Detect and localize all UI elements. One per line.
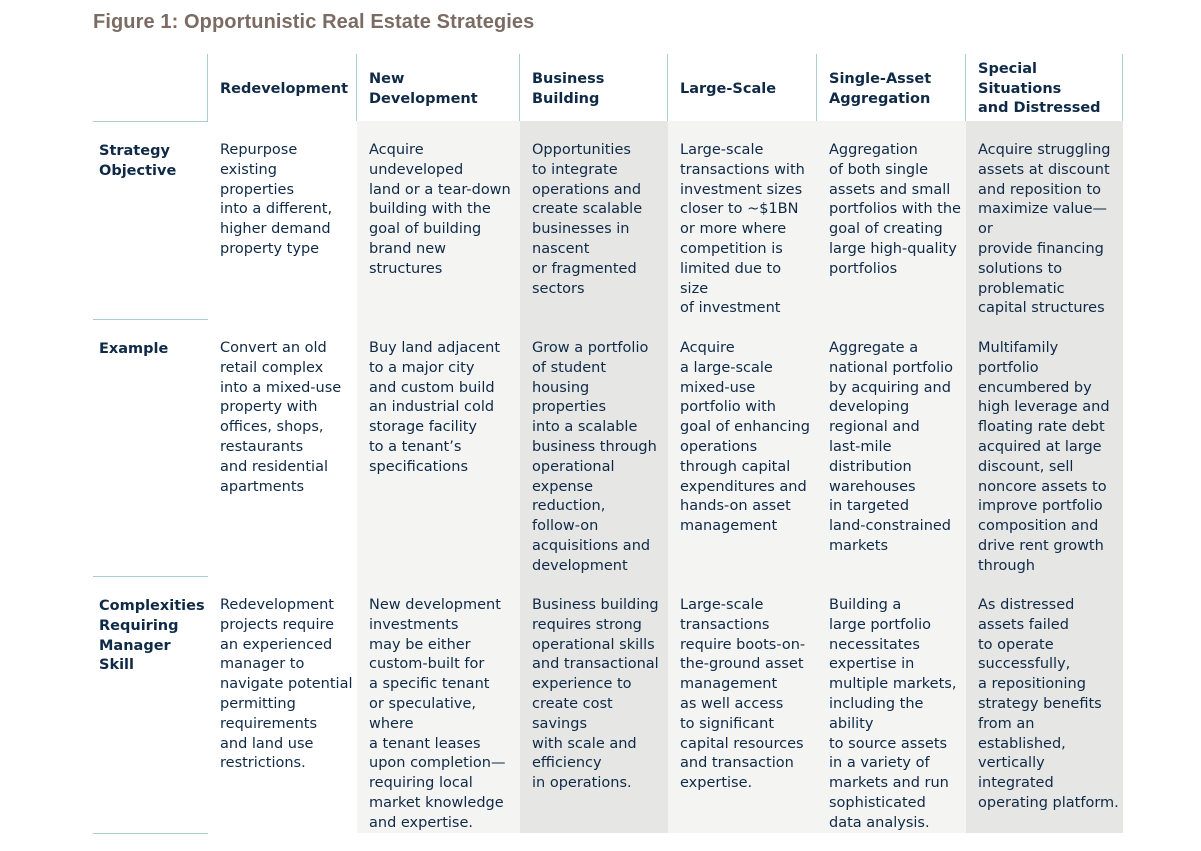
table-cell: Multifamily portfolio encumbered by high leverage and floating rate debt acquired at large discount, sell noncore assets to improve portfolio composition and drive rent growth through	[966, 319, 1123, 576]
row-label-example: Example	[93, 319, 208, 576]
figure-title: Figure 1: Opportunistic Real Estate Strategies	[93, 11, 535, 33]
table-cell: Convert an old retail complex into a mixed-use property with offices, shops, restaurants and residential apartments	[208, 319, 357, 576]
table-cell: Acquire struggling assets at discount and reposition to maximize value—or provide financing solutions to problematic capital structures	[966, 121, 1123, 319]
table-cell: Acquire undeveloped land or a tear-down building with the goal of building brand new structures	[357, 121, 520, 319]
table-cell: Large-scale transactions require boots-on- the-ground asset management as well access to significant capital resources and transaction expertise.	[668, 576, 817, 833]
table-cell: Acquire a large-scale mixed-use portfolio with goal of enhancing operations through capital expenditures and hands-on asset management	[668, 319, 817, 576]
table-corner	[93, 54, 208, 121]
table-cell: Repurpose existing properties into a different, higher demand property type	[208, 121, 357, 319]
table-cell: Business building requires strong operational skills and transactional experience to create cost savings with scale and efficiency in operations.	[520, 576, 668, 833]
column-header-single-asset-aggregation: Single-Asset Aggregation	[817, 54, 966, 121]
bottom-rule	[93, 833, 208, 834]
table-cell: Building a large portfolio necessitates expertise in multiple markets, including the ability to source assets in a variety of markets and run sophisticated data analysis.	[817, 576, 966, 833]
table-cell: Buy land adjacent to a major city and custom build an industrial cold storage facility to a tenant’s specifications	[357, 319, 520, 576]
table-cell: Aggregate a national portfolio by acquiring and developing regional and last-mile distribution warehouses in targeted land-constrained markets	[817, 319, 966, 576]
table-cell: Opportunities to integrate operations and create scalable businesses in nascent or fragmented sectors	[520, 121, 668, 319]
column-header-special-situations: Special Situations and Distressed	[966, 54, 1123, 121]
strategies-table	[93, 54, 1123, 833]
row-label-complexities: Complexities Requiring Manager Skill	[93, 576, 208, 833]
table-cell: New development investments may be either custom-built for a specific tenant or speculative, where a tenant leases upon completion— requiring local market knowledge and expertise.	[357, 576, 520, 833]
table-cell: Redevelopment projects require an experienced manager to navigate potential permitting requirements and land use restrictions.	[208, 576, 357, 833]
table-cell: Large-scale transactions with investment sizes closer to ~$1BN or more where competition is limited due to size of investment	[668, 121, 817, 319]
column-header-large-scale: Large-Scale	[668, 54, 817, 121]
table-cell: Aggregation of both single assets and small portfolios with the goal of creating large high-quality portfolios	[817, 121, 966, 319]
column-header-business-building: Business Building	[520, 54, 668, 121]
row-label-strategy-objective: Strategy Objective	[93, 121, 208, 319]
column-header-new-development: New Development	[357, 54, 520, 121]
column-header-redevelopment: Redevelopment	[208, 54, 357, 121]
table-cell: As distressed assets failed to operate successfully, a repositioning strategy benefits from an established, vertically integrated operating platform.	[966, 576, 1123, 833]
table-cell: Grow a portfolio of student housing properties into a scalable business through operational expense reduction, follow-on acquisitions and development	[520, 319, 668, 576]
